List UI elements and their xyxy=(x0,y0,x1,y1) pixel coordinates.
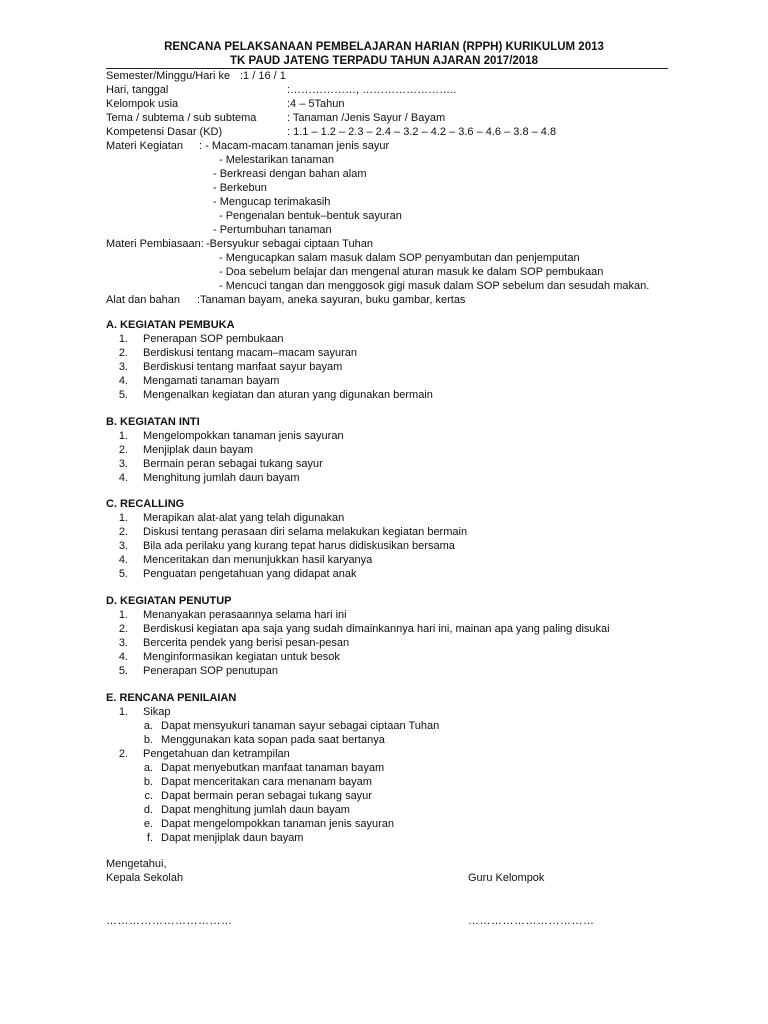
list-item: Merapikan alat-alat yang telah digunakan xyxy=(143,512,345,524)
list-number: 3. xyxy=(118,540,128,552)
school-title: TK PAUD JATENG TERPADU TAHUN AJARAN 2017/2018 xyxy=(229,55,538,67)
sub-list-letter: c. xyxy=(144,790,153,802)
sub-list-item: Dapat mengelompokkan tanaman jenis sayuran xyxy=(161,818,394,830)
hari-value: :………………, …………………….. xyxy=(287,84,457,96)
signature-line-left: …………………………… xyxy=(106,915,233,927)
sub-list-letter: b. xyxy=(143,776,153,788)
semester-value: :1 / 16 / 1 xyxy=(240,70,286,82)
pembiasaan-label: Materi Pembiasaan: xyxy=(106,238,204,250)
hari-label: Hari, tanggal xyxy=(106,84,169,96)
list-item: Bila ada perilaku yang kurang tepat harus didiskusikan bersama xyxy=(143,540,455,552)
materi-item: - Berkreasi dengan bahan alam xyxy=(213,168,367,180)
document-title: RENCANA PELAKSANAAN PEMBELAJARAN HARIAN (RPPH) KURIKULUM 2013 xyxy=(164,41,604,53)
list-item: Penerapan SOP pembukaan xyxy=(143,333,284,345)
section-d-heading: D. KEGIATAN PENUTUP xyxy=(106,595,232,607)
list-number: 1. xyxy=(118,333,128,345)
list-item: Sikap xyxy=(143,706,171,718)
list-number: 1. xyxy=(118,512,128,524)
list-item: Menginformasikan kegiatan untuk besok xyxy=(143,651,340,663)
guru-kelompok-label: Guru Kelompok xyxy=(468,872,545,884)
list-number: 5. xyxy=(118,665,128,677)
pembiasaan-item: - Mencuci tangan dan menggosok gigi masuk dalam SOP sebelum dan sesudah makan. xyxy=(219,280,650,292)
sub-list-item: Dapat menyebutkan manfaat tanaman bayam xyxy=(161,762,385,774)
list-item: Berdiskusi tentang macam–macam sayuran xyxy=(143,347,357,359)
list-item: Menanyakan perasaannya selama hari ini xyxy=(143,609,347,621)
list-item: Mengenalkan kegiatan dan aturan yang digunakan bermain xyxy=(143,389,433,401)
section-a-heading: A. KEGIATAN PEMBUKA xyxy=(106,319,235,331)
kd-value: : 1.1 – 1.2 – 2.3 – 2.4 – 3.2 – 4.2 – 3.6 – 4.6 – 3.8 – 4.8 xyxy=(287,126,557,138)
list-item: Bercerita pendek yang berisi pesan-pesan xyxy=(143,637,350,649)
materi-label: Materi Kegiatan xyxy=(106,140,184,152)
list-item: Penerapan SOP penutupan xyxy=(143,665,278,677)
materi-item: - Melestarikan tanaman xyxy=(219,154,334,166)
semester-label: Semester/Minggu/Hari ke xyxy=(106,70,231,82)
list-number: 1. xyxy=(118,609,128,621)
list-number: 4. xyxy=(118,651,128,663)
list-item: Diskusi tentang perasaan diri selama melakukan kegiatan bermain xyxy=(143,526,468,538)
section-e-heading: E. RENCANA PENILAIAN xyxy=(106,692,237,704)
list-item: Mengamati tanaman bayam xyxy=(143,375,280,387)
sub-list-letter: f. xyxy=(146,832,153,844)
list-item: Berdiskusi tentang manfaat sayur bayam xyxy=(143,361,343,373)
list-number: 4. xyxy=(118,375,128,387)
kd-label: Kompetensi Dasar (KD) xyxy=(106,126,223,138)
list-item: Menghitung jumlah daun bayam xyxy=(143,472,300,484)
list-number: 2. xyxy=(118,748,128,760)
materi-item: - Mengucap terimakasih xyxy=(213,196,331,208)
kepala-sekolah-label: Kepala Sekolah xyxy=(106,872,184,884)
alat-label: Alat dan bahan xyxy=(106,294,181,306)
sub-list-letter: a. xyxy=(143,720,153,732)
list-item: Menjiplak daun bayam xyxy=(143,444,254,456)
list-number: 1. xyxy=(118,706,128,718)
list-number: 5. xyxy=(118,568,128,580)
section-b-heading: B. KEGIATAN INTI xyxy=(106,416,200,428)
list-number: 2. xyxy=(118,347,128,359)
list-number: 2. xyxy=(118,623,128,635)
materi-item: - Pengenalan bentuk–bentuk sayuran xyxy=(219,210,402,222)
kelompok-label: Kelompok usia xyxy=(106,98,179,110)
list-item: Penguatan pengetahuan yang didapat anak xyxy=(143,568,357,580)
pembiasaan-item: - Mengucapkan salam masuk dalam SOP penyambutan dan penjemputan xyxy=(219,252,580,264)
materi-item: - Berkebun xyxy=(213,182,267,194)
list-number: 1. xyxy=(118,430,128,442)
sub-list-letter: e. xyxy=(143,818,153,830)
list-number: 2. xyxy=(118,444,128,456)
sub-list-item: Dapat menceritakan cara menanam bayam xyxy=(161,776,372,788)
sub-list-item: Dapat mensyukuri tanaman sayur sebagai ciptaan Tuhan xyxy=(161,720,440,732)
tema-label: Tema / subtema / sub subtema xyxy=(106,112,257,124)
sub-list-item: Dapat menghitung jumlah daun bayam xyxy=(161,804,350,816)
list-item: Pengetahuan dan ketrampilan xyxy=(143,748,290,760)
sub-list-item: Menggunakan kata sopan pada saat bertanya xyxy=(161,734,385,746)
list-number: 3. xyxy=(118,361,128,373)
materi-item: - Pertumbuhan tanaman xyxy=(213,224,332,236)
sub-list-letter: a. xyxy=(143,762,153,774)
sub-list-item: Dapat menjiplak daun bayam xyxy=(161,832,304,844)
list-number: 4. xyxy=(118,554,128,566)
list-item: Menceritakan dan menunjukkan hasil karyanya xyxy=(143,554,373,566)
list-number: 5. xyxy=(118,389,128,401)
kelompok-value: :4 – 5Tahun xyxy=(287,98,345,110)
section-c-heading: C. RECALLING xyxy=(106,498,185,510)
list-number: 4. xyxy=(118,472,128,484)
signature-line-right: …………………………… xyxy=(468,915,595,927)
list-number: 3. xyxy=(118,637,128,649)
pembiasaan-item: -Bersyukur sebagai ciptaan Tuhan xyxy=(206,238,373,250)
sub-list-item: Dapat bermain peran sebagai tukang sayur xyxy=(161,790,372,802)
alat-value: :Tanaman bayam, aneka sayuran, buku gambar, kertas xyxy=(197,294,466,306)
mengetahui-text: Mengetahui, xyxy=(106,858,167,870)
list-number: 3. xyxy=(118,458,128,470)
sub-list-letter: d. xyxy=(143,804,153,816)
pembiasaan-item: - Doa sebelum belajar dan mengenal aturan masuk ke dalam SOP pembukaan xyxy=(219,266,604,278)
sub-list-letter: b. xyxy=(143,734,153,746)
list-item: Berdiskusi kegiatan apa saja yang sudah dimainkannya hari ini, mainan apa yang paling disukai xyxy=(143,623,610,635)
list-item: Bermain peran sebagai tukang sayur xyxy=(143,458,323,470)
tema-value: : Tanaman /Jenis Sayur / Bayam xyxy=(287,112,446,124)
list-number: 2. xyxy=(118,526,128,538)
list-item: Mengelompokkan tanaman jenis sayuran xyxy=(143,430,344,442)
materi-item: : - Macam-macam tanaman jenis sayur xyxy=(199,140,390,152)
